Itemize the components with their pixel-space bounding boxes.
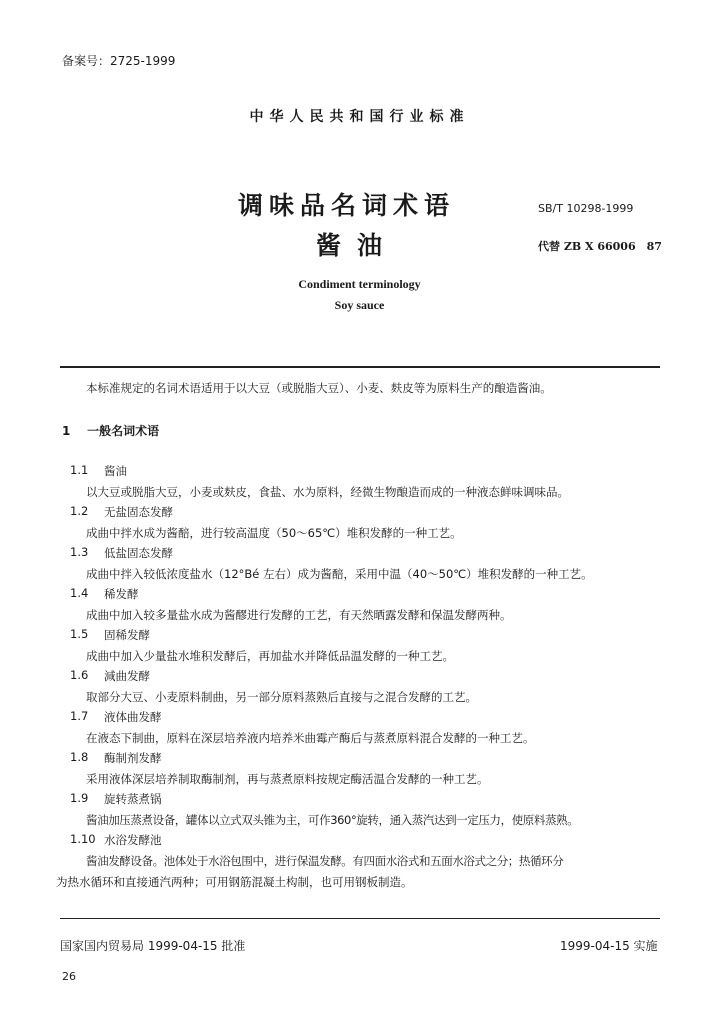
term-definition: 成曲中加入少量盐水堆积发酵后，再加盐水并降低品温发酵的一种工艺。 (86, 649, 454, 663)
term-number: 1.5 (70, 627, 89, 641)
section-heading (62, 422, 159, 439)
term-definition: 酱油加压蒸煮设备，罐体以立式双头锥为主，可作360°旋转，通入蒸汽达到一定压力，使原料蒸熟。 (86, 813, 579, 827)
term-number: 1.9 (70, 791, 89, 805)
bottom-divider (60, 918, 660, 919)
term-definition: 酱油发酵设备。池体处于水浴包围中，进行保温发酵。有四面水浴式和五面水浴式之分；热循环分 (86, 854, 564, 868)
term-title: 低盐固态发酵 (104, 546, 173, 560)
scope-paragraph: 本标准规定的名词术语适用于以大豆（或脱脂大豆）、小麦、麸皮等为原料生产的酿造酱油。 (86, 381, 552, 395)
term-definition: 成曲中拌水成为酱醅，进行较高温度（50～65℃）堆积发酵的一种工艺。 (86, 526, 462, 540)
term-definition: 成曲中加入较多量盐水成为酱醪进行发酵的工艺，有天然晒露发酵和保温发酵两种。 (86, 608, 512, 622)
term-definition: 以大豆或脱脂大豆，小麦或麸皮，食盐、水为原料，经微生物酿造而成的一种液态鲜味调味品。 (86, 485, 569, 499)
term-title: 酶制剂发酵 (104, 751, 162, 765)
term-title: 无盐固态发酵 (104, 505, 173, 519)
term-title: 減曲发酵 (104, 669, 150, 683)
term-title: 液体曲发酵 (104, 710, 162, 724)
term-number: 1.1 (70, 463, 89, 477)
replaces-standard: 代替 ZB X 66006 87 (538, 240, 662, 253)
term-number: 1.8 (70, 750, 89, 764)
term-definition: 采用液体深层培养制取酶制剂，再与蒸煮原料按规定酶活温合发酵的一种工艺。 (86, 772, 489, 786)
term-definition-continued: 为热水循环和直接通汽两种；可用钢筋混凝土构制，也可用钢板制造。 (56, 875, 413, 889)
term-title: 旋转蒸煮锅 (104, 792, 162, 806)
term-number: 1.2 (70, 504, 89, 518)
term-number: 1.6 (70, 668, 89, 682)
term-definition: 成曲中拌入较低浓度盐水（12°Bé 左右）成为酱醅，采用中温（40～50℃）堆积发酵的一种工艺。 (86, 567, 593, 581)
term-number: 1.7 (70, 709, 89, 723)
standard-number: SB/T 10298-1999 (538, 202, 634, 215)
section-number: 1 (62, 424, 71, 438)
term-number: 1.10 (70, 832, 96, 846)
english-title-line2: Soy sauce (334, 298, 385, 312)
term-definition: 在液态下制曲，原料在深层培养液内培养米曲霉产酶后与蒸煮原料混合发酵的一种工艺。 (86, 731, 535, 745)
page-number: 26 (62, 970, 76, 983)
term-title: 酱油 (104, 464, 127, 478)
term-definition: 取部分大豆、小麦原料制曲，另一部分原料蒸熟后直接与之混合发酵的工艺。 (86, 690, 477, 704)
term-title: 水浴发酵池 (104, 833, 162, 847)
implementation-date: 1999-04-15 实施 (560, 939, 658, 953)
term-title: 稀发酵 (104, 587, 139, 601)
document-title-line2: 酱油 (316, 231, 399, 260)
section-title: 一般名词术语 (87, 424, 160, 438)
term-number: 1.3 (70, 545, 89, 559)
industry-standard-heading: 中华人民共和国行业标准 (249, 109, 470, 125)
filing-number: 备案号：2725-1999 (62, 54, 176, 68)
english-title-line1: Condiment terminology (298, 277, 421, 291)
document-title-line1: 调味品名词术语 (238, 191, 456, 220)
top-divider (60, 366, 660, 368)
term-number: 1.4 (70, 586, 89, 600)
issued-by: 国家国内贸易局 1999-04-15 批准 (60, 939, 246, 953)
term-title: 固稀发酵 (104, 628, 150, 642)
